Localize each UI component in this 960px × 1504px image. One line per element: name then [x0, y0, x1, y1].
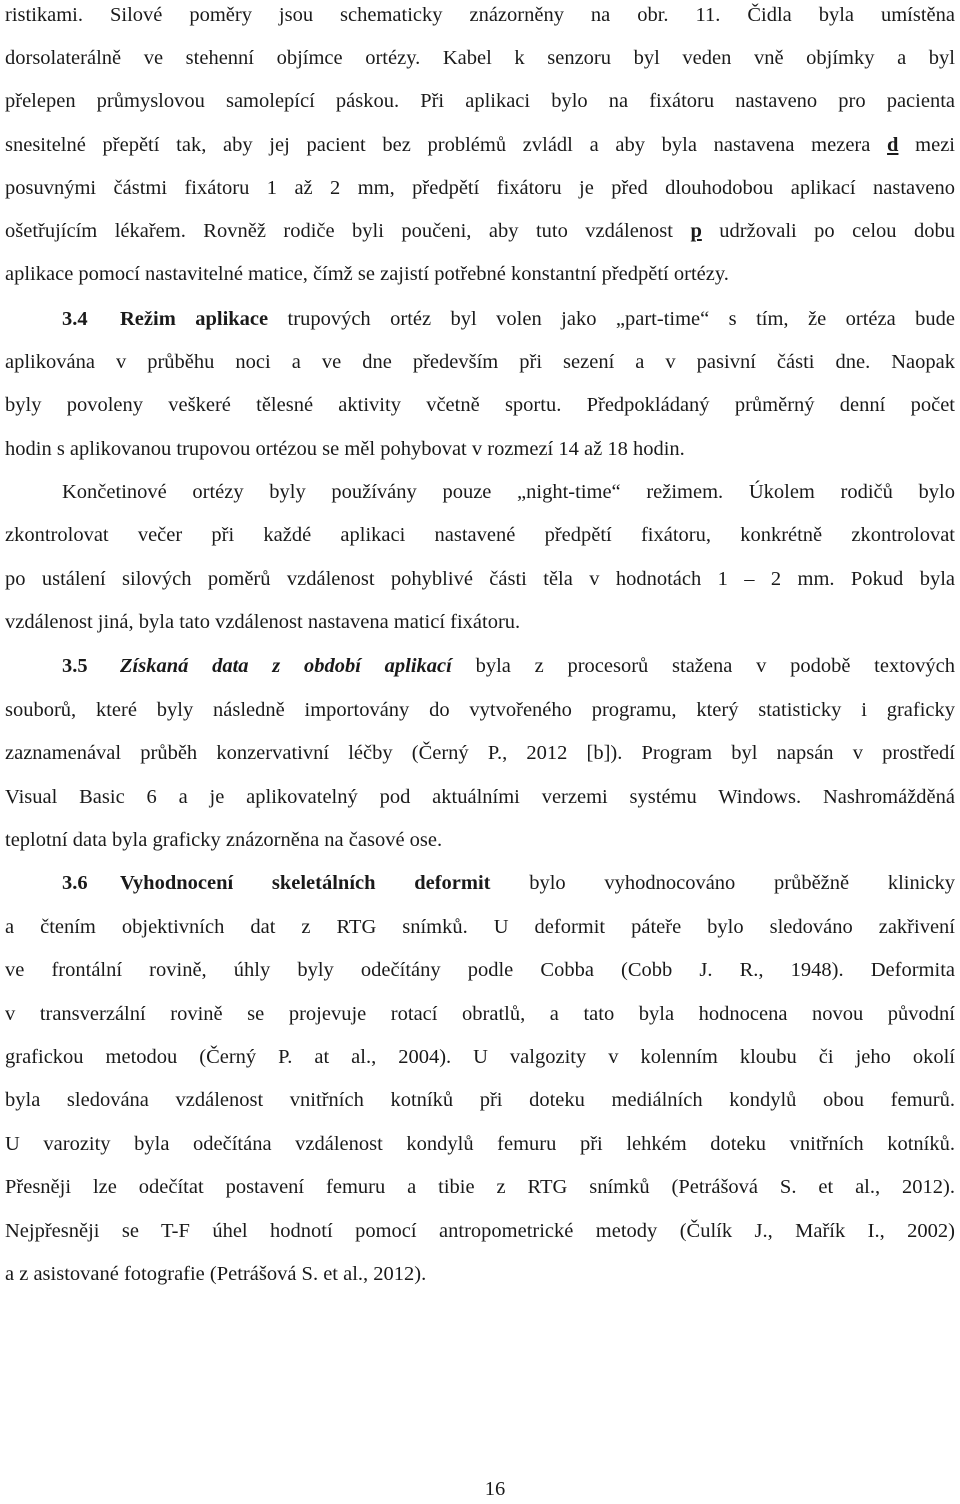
- text-span: aplikace pomocí nastavitelné matice, čímž se zajistí potřebné konstantní předpětí ortézy.: [5, 263, 729, 285]
- variable-p: p: [690, 220, 702, 242]
- text-line: [5, 434, 955, 464]
- text-span: byla sledována vzdálenost vnitřních kotníků při doteku mediálních kondylů obou femurů.: [5, 1089, 955, 1111]
- section-number: 3.5: [62, 655, 88, 677]
- section-title: Získaná data z období aplikací: [120, 655, 452, 677]
- text-line: [5, 738, 955, 768]
- text-line: [5, 0, 955, 30]
- text-line: [5, 216, 955, 246]
- text-span: byla z procesorů stažena v podobě textových: [451, 655, 955, 677]
- text-span: přelepen průmyslovou samolepící páskou.: [5, 90, 421, 112]
- text-span: hodin s aplikovanou trupovou ortézou se měl pohybovat v rozmezí 14 až 18 hodin.: [5, 438, 685, 460]
- text-line: [5, 695, 955, 725]
- text-line: [62, 477, 955, 507]
- text-line: [5, 564, 955, 594]
- text-line: [5, 173, 955, 203]
- section-number: 3.6: [62, 872, 88, 894]
- text-line: [5, 912, 955, 942]
- text-span: grafickou metodou (Černý P. at al., 2004). U valgozity v kolenním kloubu či jeho okolí: [5, 1046, 955, 1068]
- text-line: [5, 390, 955, 420]
- text-span: Visual Basic 6 a je aplikovatelný pod aktuálními verzemi systému Windows. Nashromážděná: [5, 786, 955, 808]
- section-number: 3.4: [62, 308, 88, 330]
- text-span: teplotní data byla graficky znázorněna na časové ose.: [5, 829, 443, 851]
- text-span: byly povoleny veškeré tělesné aktivity včetně sportu. Předpokládaný průměrný denní počet: [5, 394, 955, 416]
- text-span: po ustálení silových poměrů vzdálenost pohyblivé části těla v hodnotách 1 – 2 mm. Pokud byla: [5, 568, 955, 590]
- text-span: mezi: [898, 134, 955, 156]
- text-span: ošetřujícím lékařem.: [5, 220, 204, 242]
- text-span: ristikami. Silové poměry jsou schematicky znázorněny na obr. 11. Čidla byla umístěna: [5, 4, 955, 26]
- text-span: Končetinové ortézy byly používány pouze „night-time“ režimem. Úkolem rodičů bylo: [62, 481, 955, 503]
- text-line: [5, 607, 955, 637]
- text-line: [5, 259, 955, 289]
- text-span: posuvnými částmi fixátoru 1 až 2 mm, předpětí fixátoru je před dlouhodobou aplikací nastaveno: [5, 177, 955, 199]
- text-span: Při aplikaci bylo na fixátoru nastaveno pro pacienta: [420, 90, 955, 112]
- text-span: zkontrolovat večer při každé aplikaci nastavené předpětí fixátoru, konkrétně zkontrolovat: [5, 524, 955, 546]
- text-span: Nejpřesněji se T-F úhel hodnotí pomocí antropometrické metody (Čulík J., Mařík I., 2002): [5, 1220, 955, 1242]
- text-line: [5, 347, 955, 377]
- section-title: Režim aplikace: [120, 308, 269, 330]
- text-span: Přesněji lze odečítat postavení femuru a tibie z RTG snímků (Petrášová S. et al., 2012).: [5, 1176, 955, 1198]
- text-line: [5, 86, 955, 116]
- text-span: udržovali po celou dobu: [701, 220, 955, 242]
- text-span: trupových ortéz byl volen jako „part-time“ s tím, že ortéza bude: [268, 308, 955, 330]
- text-span: dorsolaterálně ve stehenní objímce ortézy. Kabel k senzoru byl veden vně objímky a byl: [5, 47, 955, 69]
- text-span: Rovněž rodiče byli poučeni, aby tuto vzdálenost: [203, 220, 691, 242]
- section-3-5-heading-line: [62, 651, 955, 681]
- text-line: [5, 1259, 955, 1289]
- variable-d: d: [887, 134, 899, 156]
- text-line: [5, 825, 955, 855]
- text-line: [5, 955, 955, 985]
- text-span: a z asistované fotografie (Petrášová S. et al., 2012).: [5, 1263, 427, 1285]
- text-line: [5, 1129, 955, 1159]
- text-line: [5, 1216, 955, 1246]
- text-line: [5, 1085, 955, 1115]
- text-line: [5, 520, 955, 550]
- text-line: [5, 999, 955, 1029]
- text-span: a čtením objektivních dat z RTG snímků. U deformit páteře bylo sledováno zakřivení: [5, 916, 955, 938]
- section-3-6-heading-line: [62, 868, 955, 898]
- section-3-4-heading-line: [62, 304, 955, 334]
- text-span: snesitelné přepětí tak, aby jej pacient bez problémů zvládl a aby byla nastavena mezera: [5, 134, 888, 156]
- text-span: ve frontální rovině, úhly byly odečítány podle Cobba (Cobb J. R., 1948). Deformita: [5, 959, 955, 981]
- text-line: [5, 43, 955, 73]
- section-title: Vyhodnocení skeletálních deformit: [120, 872, 491, 894]
- text-span: bylo vyhodnocováno průběžně klinicky: [490, 872, 956, 894]
- text-span: souborů, které byly následně importovány do vytvořeného programu, který statisticky i graficky: [5, 699, 955, 721]
- text-line: [5, 1042, 955, 1072]
- text-line: [5, 130, 955, 160]
- text-line: [5, 1172, 955, 1202]
- text-line: [5, 782, 955, 812]
- text-span: aplikována v průběhu noci a ve dne především při sezení a v pasivní části dne. Naopak: [5, 351, 955, 373]
- page-number: 16: [484, 1478, 506, 1500]
- text-span: v transverzální rovině se projevuje rotací obratlů, a tato byla hodnocena novou původní: [5, 1003, 955, 1025]
- text-span: zaznamenával průběh konzervativní léčby (Černý P., 2012 [b]). Program byl napsán v prostředí: [5, 742, 955, 764]
- text-span: vzdálenost jiná, byla tato vzdálenost nastavena maticí fixátoru.: [5, 611, 521, 633]
- text-span: U varozity byla odečítána vzdálenost kondylů femuru při lehkém doteku vnitřních kotníků.: [5, 1133, 955, 1155]
